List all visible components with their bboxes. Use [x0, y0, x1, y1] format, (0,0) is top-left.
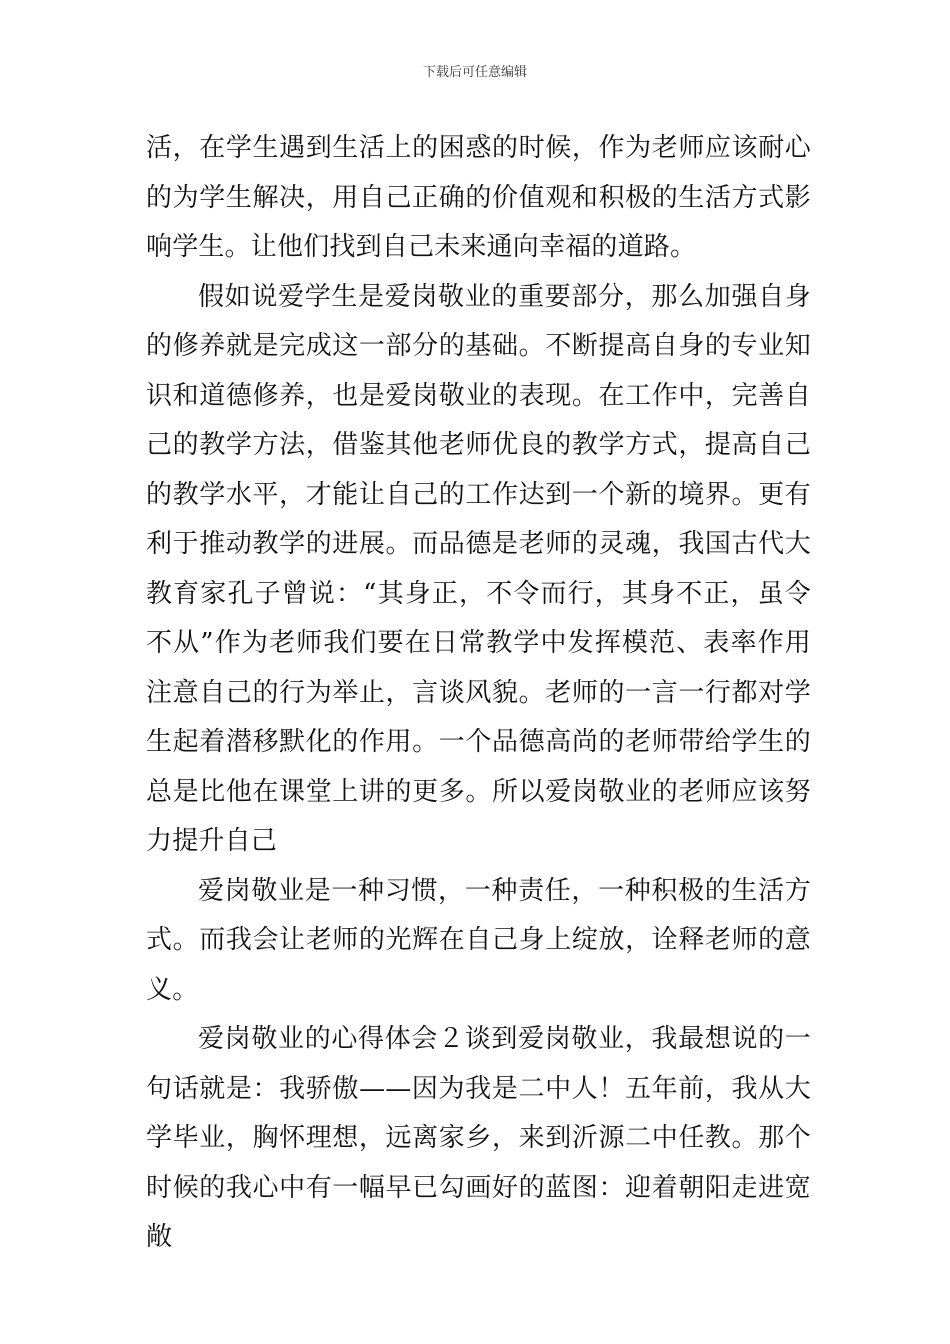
paragraph-1: 活，在学生遇到生活上的困惑的时候，作为老师应该耐心的为学生解决，用自己正确的价值观和积极的生活方式影响学生。让他们找到自己未来通向幸福的道路。 [146, 133, 811, 262]
paragraph-2: 假如说爱学生是爱岗敬业的重要部分，那么加强自身的修养就是完成这一部分的基础。不断提高自身的专业知识和道德修养，也是爱岗敬业的表现。在工作中，完善自己的教学方法，借鉴其他老师优良的教学方式，提高自己的教学水平，才能让自己的工作达到一个新的境界。更有利于推动教学的进展。而品德是老师的灵魂，我国古代大教育家孔子曾说：“其身正，不令而行，其身不正，虽令不从”作为老师我们要在日常教学中发挥模范、表率作用注意自己的行为举止，言谈风貌。老师的一言一行都对学生起着潜移默化的作用。一个品德高尚的老师带给学生的总是比他在课堂上讲的更多。所以爱岗敬业的老师应该努力提升自己 [146, 281, 811, 856]
paragraph-4: 爱岗敬业的心得体会２谈到爱岗敬业，我最想说的一句话就是：我骄傲——因为我是二中人！五年前，我从大学毕业，胸怀理想，远离家乡，来到沂源二中任教。那个时候的我心中有一幅早已勾画好的蓝图：迎着朝阳走进宽敞 [146, 1024, 811, 1252]
page-header: 下载后可任意编辑 [422, 65, 527, 80]
paragraph-3: 爱岗敬业是一种习惯，一种责任，一种积极的生活方式。而我会让老师的光辉在自己身上绽放，诠释老师的意义。 [146, 875, 811, 1005]
document-body [146, 124, 811, 1263]
